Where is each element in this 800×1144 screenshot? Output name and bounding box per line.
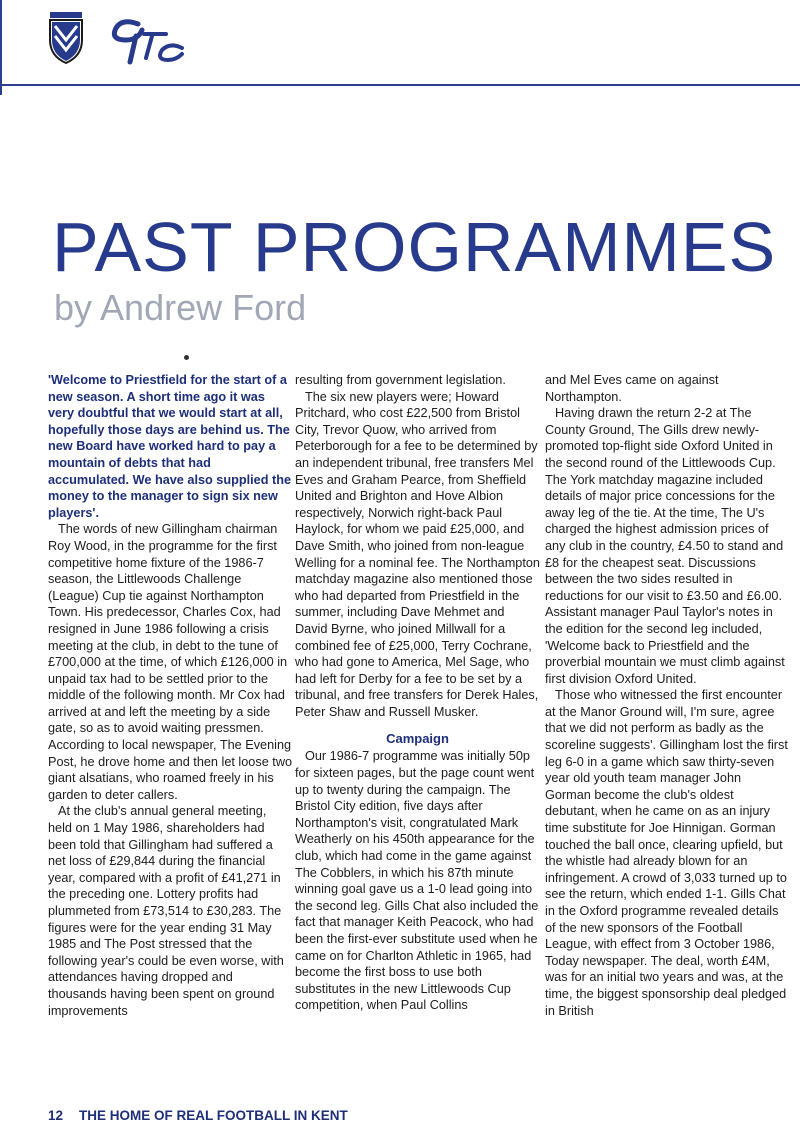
paragraph: Having drawn the return 2-2 at The County Ground, The Gills drew newly-promoted top-flight side Oxford United in the second round of the Littlewoods Cup. The York matchday magazine included details of major price concessions for the away leg of the tie. At the time, The U's charged the highest admission prices of any club in the country, £4.50 to stand and £8 for the cheapest seat. Discussions between the two sides resulted in reductions for our visit to £3.50 and £6.00. Assistant manager Paul Taylor's notes in the edition for the second leg included, 'Welcome back to Priestfield and the proverbial mountain we must climb against first division Oxford United. <box>545 406 785 686</box>
paragraph: The words of new Gillingham chairman Roy Wood, in the programme for the first competitive home fixture of the 1986-7 season, the Littlewoods Challenge (League) Cup tie against Northampton Town. His predecessor, Charles Cox, had resigned in June 1986 following a crisis meeting at the club, in debt to the tune of £700,000 at the time, of which £126,000 in unpaid tax had to be settled prior to the middle of the following month. Mr Cox had arrived at and left the meeting by a side gate, so as to avoid waiting pressmen. According to local newspaper, The Evening Post, he drove home and then let loose two giant alsatians, who roamed freely in his garden to deter callers. <box>48 522 293 802</box>
intro-quote: 'Welcome to Priestfield for the start of a new season. A short time ago it was very doubtful that we would start at all, hopefully those days are behind us. The new Board have worked hard to pay a mountain of debts that had accumulated. We have also supplied the money to the manager to sign six new players'. <box>48 373 292 520</box>
page-footer <box>48 1108 348 1123</box>
paragraph: At the club's annual general meeting, held on 1 May 1986, shareholders had been told that Gillingham had suffered a net loss of £29,844 during the financial year, compared with a profit of £41,271 in the preceding one. Lottery profits had plummeted from £73,514 to £30,283. The figures were for the year ending 31 May 1985 and The Post stressed that the following year's could be even worse, with attendances having dropped and thousands having been spent on ground improvements <box>48 804 284 1018</box>
column-1 <box>48 372 293 1019</box>
article-byline: by Andrew Ford <box>54 287 307 328</box>
page-edge-rule <box>0 0 2 95</box>
page-title: PAST PROGRAMMES <box>52 208 777 286</box>
club-crest-icon <box>46 12 86 64</box>
footer-tagline: THE HOME OF REAL FOOTBALL IN KENT <box>79 1108 348 1123</box>
paragraph: Our 1986-7 programme was initially 50p for sixteen pages, but the page count went up to twenty during the campaign. The Bristol City edition, five days after Northampton's visit, congratulated Mark Weatherly on his 450th appearance for the club, which had come in the game against The Cobblers, in which his 87th minute winning goal gave us a 1-0 lead going into the second leg. Gills Chat also included the fact that manager Keith Peacock, who had been the first-ever substitute used when he came on for Charlton Athletic in 1965, had become the first boss to use both substitutes in the new Littlewoods Cup competition, when Paul Collins <box>295 749 539 1013</box>
section-subheading: Campaign <box>386 731 449 747</box>
column-3 <box>545 372 790 1019</box>
gfc-monogram-icon <box>108 14 188 70</box>
page-number: 12 <box>48 1108 64 1123</box>
bullet-dot <box>184 355 189 360</box>
paragraph: Those who witnessed the first encounter at the Manor Ground will, I'm sure, agree that we did not perform as badly as the scoreline suggests'. Gillingham lost the first leg 6-0 in a game which saw thirty-seven year old youth team manager John Gorman become the club's oldest debutant, when he came on as an injury time substitute for Joe Hinnigan. Gorman touched the ball once, clearing upfield, but the whistle had already blown for an infringement. A crowd of 3,033 turned up to see the return, which ended 1-1. Gills Chat in the Oxford programme revealed details of the new sponsors of the Football League, with effect from 3 October 1986, Today newspaper. The deal, worth £4M, was for an initial two years and was, at the time, the biggest sponsorship deal pledged in British <box>545 688 788 1018</box>
column-2 <box>295 372 540 1014</box>
paragraph: resulting from government legislation. <box>295 373 506 387</box>
paragraph: and Mel Eves came on against Northampton. <box>545 373 719 404</box>
paragraph: The six new players were; Howard Pritchard, who cost £22,500 from Bristol City, Trevor Quow, who arrived from Peterborough for a fee to be determined by an independent tribunal, free transfers Mel Eves and Graham Pearce, from Sheffield United and Brighton and Hove Albion respectively, Norwich right-back Paul Haylock, for whom we paid £25,000, and Dave Smith, who joined from non-league Welling for a nominal fee. The Northampton matchday magazine also mentioned those who had departed from Priestfield in the summer, including Dave Mehmet and David Byrne, who joined Millwall for a combined fee of £25,000, Terry Cochrane, who had gone to America, Mel Sage, who had left for Derby for a fee to be set by a tribunal, and free transfers for Derek Hales, Peter Shaw and Russell Musker. <box>295 389 540 719</box>
header-rule <box>0 84 800 86</box>
